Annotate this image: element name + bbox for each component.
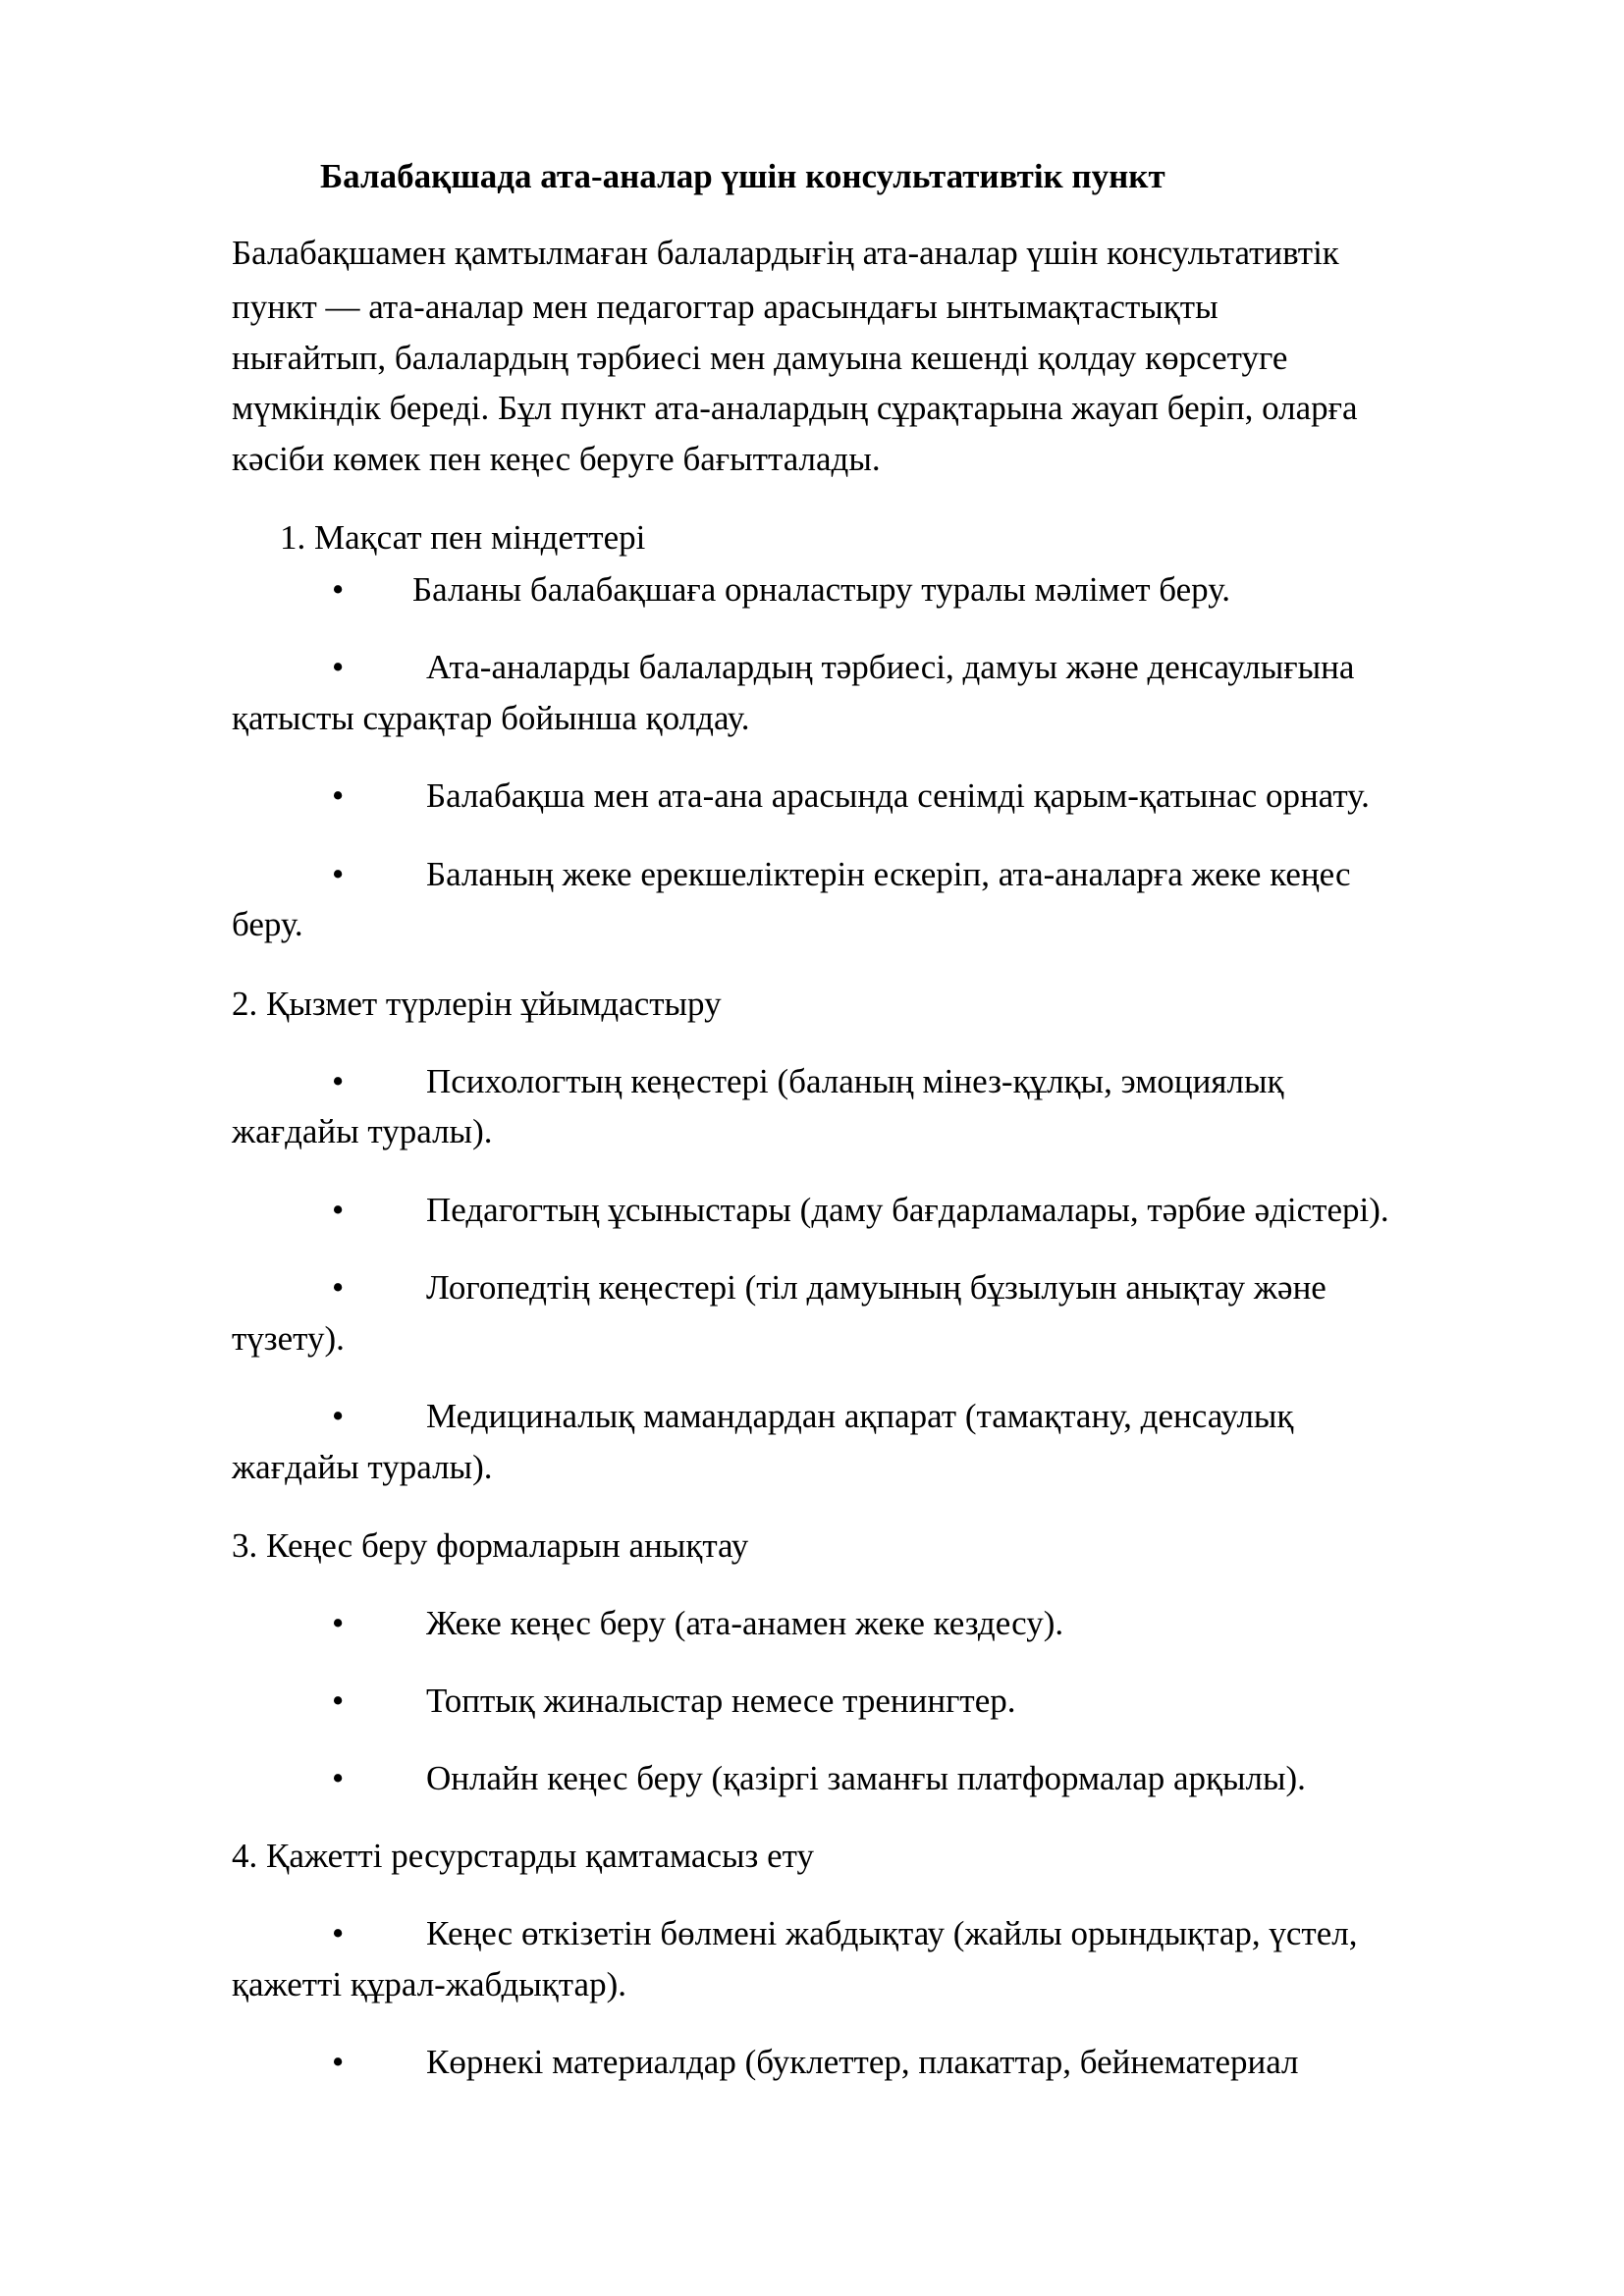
list-item-continuation: беру. xyxy=(232,905,303,943)
bullet-icon: • xyxy=(332,1268,345,1307)
bullet-icon: • xyxy=(332,570,345,609)
list-item: Балабақша мен ата-ана арасында сенімді қарым-қатынас орнату. xyxy=(426,776,1370,815)
bullet-icon: • xyxy=(332,855,345,893)
list-item-continuation: жағдайы туралы). xyxy=(232,1112,493,1150)
list-item-continuation: жағдайы туралы). xyxy=(232,1448,493,1486)
bullet-icon: • xyxy=(332,1759,345,1797)
bullet-icon: • xyxy=(332,1604,345,1642)
list-item: Ата-аналарды балалардың тәрбиесі, дамуы және денсаулығына xyxy=(426,648,1355,686)
list-item: Көрнекі материалдар (буклеттер, плакаттар, бейнематериал xyxy=(426,2043,1299,2081)
list-item: Баланы балабақшаға орналастыру туралы мәлімет беру. xyxy=(412,570,1230,609)
intro-line: пункт — ата-аналар мен педагогтар арасындағы ынтымақтастықты xyxy=(232,288,1218,326)
bullet-icon: • xyxy=(332,2043,345,2081)
list-item: Онлайн кеңес беру (қазіргі заманғы платформалар арқылы). xyxy=(426,1759,1306,1797)
list-item: Кеңес өткізетін бөлмені жабдықтау (жайлы орындықтар, үстел, xyxy=(426,1914,1358,1952)
section-heading: 1. Мақсат пен міндеттері xyxy=(280,518,646,557)
bullet-icon: • xyxy=(332,776,345,815)
list-item: Логопедтің кеңестері (тіл дамуының бұзылуын анықтау және xyxy=(426,1268,1326,1307)
page-title: Балабақшада ата-аналар үшін консультативтік пункт xyxy=(320,157,1165,195)
list-item-continuation: түзету). xyxy=(232,1319,345,1358)
list-item: Топтық жиналыстар немесе тренингтер. xyxy=(426,1682,1016,1720)
section-heading: 4. Қажетті ресурстарды қамтамасыз ету xyxy=(232,1837,814,1875)
bullet-icon: • xyxy=(332,648,345,686)
bullet-icon: • xyxy=(332,1914,345,1952)
intro-line: кәсіби көмек пен кеңес беруге бағытталады. xyxy=(232,440,881,478)
bullet-icon: • xyxy=(332,1191,345,1229)
list-item: Жеке кеңес беру (ата-анамен жеке кездесу). xyxy=(426,1604,1064,1642)
list-item-continuation: қатысты сұрақтар бойынша қолдау. xyxy=(232,699,750,737)
section-heading: 3. Кеңес беру формаларын анықтау xyxy=(232,1526,749,1565)
intro-line: мүмкіндік береді. Бұл пункт ата-аналардың сұрақтарына жауап беріп, оларға xyxy=(232,389,1358,427)
bullet-icon: • xyxy=(332,1682,345,1720)
list-item-continuation: қажетті құрал-жабдықтар). xyxy=(232,1965,626,2003)
intro-line: Балабақшамен қамтылмаған балалардығің ата-аналар үшін консультативтік xyxy=(232,234,1339,272)
list-item: Педагогтың ұсыныстары (даму бағдарламалары, тәрбие әдістері). xyxy=(426,1191,1389,1229)
section-heading: 2. Қызмет түрлерін ұйымдастыру xyxy=(232,985,722,1023)
intro-line: нығайтып, балалардың тәрбиесі мен дамуына кешенді қолдау көрсетуге xyxy=(232,339,1288,377)
list-item: Психологтың кеңестері (баланың мінез-құлқы, эмоциялық xyxy=(426,1062,1284,1100)
list-item: Баланың жеке ерекшеліктерін ескеріп, ата-аналарға жеке кеңес xyxy=(426,855,1351,893)
bullet-icon: • xyxy=(332,1397,345,1435)
list-item: Медициналық мамандардан ақпарат (тамақтану, денсаулық xyxy=(426,1397,1294,1435)
bullet-icon: • xyxy=(332,1062,345,1100)
